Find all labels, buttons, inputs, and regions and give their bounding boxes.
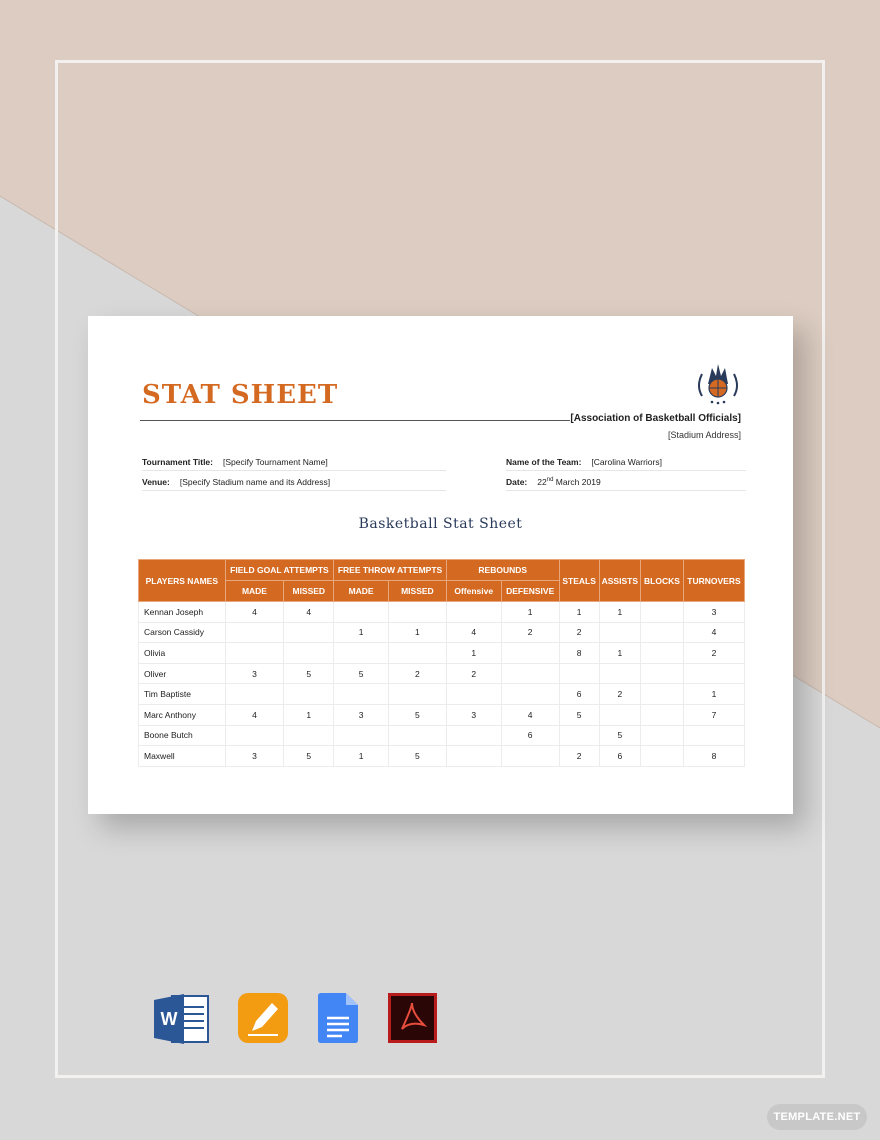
tournament-field xyxy=(142,457,446,471)
stat-cell: 5 xyxy=(388,704,446,725)
stat-cell: 6 xyxy=(599,746,640,767)
stat-cell: 2 xyxy=(599,684,640,705)
stat-cell: 1 xyxy=(599,602,640,623)
pages-icon[interactable] xyxy=(238,993,288,1043)
stat-cell: 8 xyxy=(683,746,744,767)
stat-sheet-document xyxy=(88,316,793,814)
stat-cell: 4 xyxy=(225,602,284,623)
stat-cell: 1 xyxy=(446,643,501,664)
stat-cell: 3 xyxy=(225,746,284,767)
basketball-logo-icon xyxy=(694,362,742,406)
header-turnovers: TURNOVERS xyxy=(683,560,744,602)
stat-cell: 6 xyxy=(559,684,599,705)
stat-cell xyxy=(388,725,446,746)
stat-cell: 1 xyxy=(334,622,389,643)
date-suffix: nd xyxy=(546,477,554,484)
header-fga: FIELD GOAL ATTEMPTS xyxy=(225,560,334,581)
stat-cell xyxy=(388,684,446,705)
tournament-value: [Specify Tournament Name] xyxy=(223,457,328,467)
stat-cell xyxy=(284,622,334,643)
stat-cell xyxy=(334,684,389,705)
stat-cell xyxy=(334,643,389,664)
stat-cell xyxy=(641,663,684,684)
stat-cell: 5 xyxy=(284,746,334,767)
stat-cell: 6 xyxy=(501,725,559,746)
stats-table xyxy=(138,559,745,767)
stat-cell xyxy=(599,704,640,725)
stat-cell: 1 xyxy=(683,684,744,705)
table-row xyxy=(139,725,745,746)
table-row xyxy=(139,704,745,725)
title-rule xyxy=(140,420,570,421)
date-field xyxy=(506,477,746,491)
header-fta-made: MADE xyxy=(334,581,389,602)
stat-cell xyxy=(599,622,640,643)
stat-cell xyxy=(388,602,446,623)
venue-label: Venue: xyxy=(142,477,170,487)
player-name: Boone Butch xyxy=(139,725,226,746)
stat-cell: 2 xyxy=(388,663,446,684)
team-field xyxy=(506,457,746,471)
stat-cell: 4 xyxy=(501,704,559,725)
stat-cell: 1 xyxy=(599,643,640,664)
stat-cell xyxy=(641,704,684,725)
stat-cell xyxy=(446,684,501,705)
table-row xyxy=(139,602,745,623)
table-row xyxy=(139,684,745,705)
stat-cell: 2 xyxy=(559,622,599,643)
stat-cell: 1 xyxy=(334,746,389,767)
sheet-subtitle: Basketball Stat Sheet xyxy=(358,516,523,532)
stat-cell: 2 xyxy=(501,622,559,643)
stat-cell xyxy=(683,663,744,684)
header-fta: FREE THROW ATTEMPTS xyxy=(334,560,447,581)
stat-cell xyxy=(334,602,389,623)
stat-cell xyxy=(501,746,559,767)
team-value: [Carolina Warriors] xyxy=(591,457,662,467)
table-row xyxy=(139,643,745,664)
stat-cell: 8 xyxy=(559,643,599,664)
stat-cell xyxy=(641,746,684,767)
stat-cell xyxy=(284,643,334,664)
player-name: Oliver xyxy=(139,663,226,684)
table-row xyxy=(139,746,745,767)
stat-cell xyxy=(641,622,684,643)
stat-cell xyxy=(446,602,501,623)
stat-cell xyxy=(683,725,744,746)
player-name: Olivia xyxy=(139,643,226,664)
header-fga-missed: MISSED xyxy=(284,581,334,602)
stat-cell xyxy=(225,684,284,705)
stat-cell xyxy=(225,643,284,664)
player-name: Kennan Joseph xyxy=(139,602,226,623)
stat-cell xyxy=(388,643,446,664)
stat-cell xyxy=(446,725,501,746)
stat-cell xyxy=(501,684,559,705)
stat-cell xyxy=(559,663,599,684)
stat-cell: 2 xyxy=(446,663,501,684)
stat-cell xyxy=(225,725,284,746)
stat-cell: 7 xyxy=(683,704,744,725)
pdf-icon[interactable] xyxy=(388,993,437,1043)
document-title: STAT SHEET xyxy=(142,380,339,410)
stat-cell: 5 xyxy=(599,725,640,746)
stat-cell: 3 xyxy=(334,704,389,725)
stat-cell: 3 xyxy=(446,704,501,725)
header-defensive: DEFENSIVE xyxy=(501,581,559,602)
stat-cell: 4 xyxy=(683,622,744,643)
stat-cell: 5 xyxy=(559,704,599,725)
stat-cell xyxy=(284,725,334,746)
stat-cell xyxy=(501,643,559,664)
table-row xyxy=(139,663,745,684)
word-icon[interactable] xyxy=(154,993,210,1045)
stat-cell xyxy=(641,643,684,664)
stat-cell xyxy=(641,684,684,705)
stat-cell xyxy=(446,746,501,767)
table-row xyxy=(139,622,745,643)
google-docs-icon[interactable] xyxy=(318,993,358,1043)
venue-field xyxy=(142,477,446,491)
header-offensive: Offensive xyxy=(446,581,501,602)
stadium-address: [Stadium Address] xyxy=(667,430,741,440)
stat-cell: 1 xyxy=(559,602,599,623)
word-glyph: W xyxy=(160,1009,178,1029)
stat-cell xyxy=(225,622,284,643)
stat-cell: 4 xyxy=(225,704,284,725)
stat-cell xyxy=(284,684,334,705)
header-blocks: BLOCKS xyxy=(641,560,684,602)
stat-cell: 2 xyxy=(683,643,744,664)
header-fta-missed: MISSED xyxy=(388,581,446,602)
player-name: Maxwell xyxy=(139,746,226,767)
header-fga-made: MADE xyxy=(225,581,284,602)
stat-cell: 1 xyxy=(284,704,334,725)
stat-cell xyxy=(559,725,599,746)
template-net-watermark[interactable]: TEMPLATE.NET xyxy=(767,1104,867,1130)
stat-cell: 2 xyxy=(559,746,599,767)
date-label: Date: xyxy=(506,477,528,487)
stat-cell xyxy=(641,602,684,623)
stat-cell: 3 xyxy=(225,663,284,684)
organization-name: [Association of Basketball Officials] xyxy=(570,413,741,424)
stat-cell: 4 xyxy=(284,602,334,623)
stat-cell xyxy=(501,663,559,684)
stat-cell: 5 xyxy=(284,663,334,684)
stat-cell: 3 xyxy=(683,602,744,623)
player-name: Marc Anthony xyxy=(139,704,226,725)
stat-cell xyxy=(334,725,389,746)
venue-value: [Specify Stadium name and its Address] xyxy=(179,477,331,487)
header-steals: STEALS xyxy=(559,560,599,602)
date-rest: March 2019 xyxy=(553,477,601,487)
header-rebounds: REBOUNDS xyxy=(446,560,559,581)
stat-cell xyxy=(641,725,684,746)
stat-cell: 1 xyxy=(501,602,559,623)
stat-cell: 5 xyxy=(388,746,446,767)
stat-cell: 5 xyxy=(334,663,389,684)
player-name: Tim Baptiste xyxy=(139,684,226,705)
date-day: 22 xyxy=(537,477,547,487)
stat-cell: 1 xyxy=(388,622,446,643)
player-name: Carson Cassidy xyxy=(139,622,226,643)
stat-cell xyxy=(599,663,640,684)
team-label: Name of the Team: xyxy=(506,457,582,467)
stat-cell: 4 xyxy=(446,622,501,643)
tournament-label: Tournament Title: xyxy=(142,457,213,467)
header-players: PLAYERS NAMES xyxy=(139,560,226,602)
header-assists: ASSISTS xyxy=(599,560,640,602)
